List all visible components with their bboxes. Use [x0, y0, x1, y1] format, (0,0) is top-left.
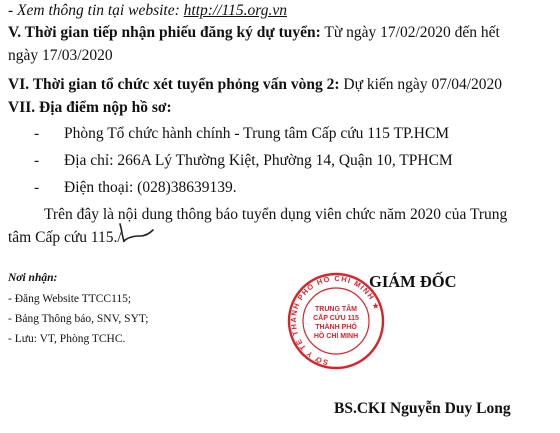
website-line — [8, 1, 287, 21]
list-bullet: - — [34, 179, 40, 196]
list-item — [34, 178, 237, 198]
list-bullet: - — [34, 152, 40, 169]
list-item-text: Phòng Tổ chức hành chính - Trung tâm Cấp cứu 115 TP.HCM — [64, 125, 450, 142]
recipient-item: - Đăng Website TTCC115; — [8, 293, 132, 305]
svg-text:TRUNG TÂM: TRUNG TÂM — [315, 306, 357, 313]
initial-signature — [116, 222, 156, 244]
official-seal-icon — [286, 271, 386, 375]
section-6-heading: VI. Thời gian tổ chức xét tuyển phỏng vấn vòng 2: — [8, 76, 340, 93]
website-prefix: - Xem thông tin tại website: — [8, 2, 184, 19]
list-item-text: Điện thoại: (028)38639139. — [64, 179, 237, 196]
list-item — [34, 124, 449, 144]
website-link[interactable]: http://115.org.vn — [183, 2, 287, 19]
svg-text:HỒ CHÍ MINH: HỒ CHÍ MINH — [313, 333, 359, 340]
recipients-title: Nơi nhận: — [8, 272, 58, 284]
section-6-text: Dự kiến ngày 07/04/2020 — [339, 76, 503, 93]
closing-line-1: Trên đây là nội dung thông báo tuyển dụng viên chức năm 2020 của Trung — [44, 206, 508, 223]
list-item-text: Địa chỉ: 266A Lý Thường Kiệt, Phường 14, Quận 10, TPHCM — [64, 152, 453, 169]
section-7-heading: VII. Địa điểm nộp hồ sơ: — [8, 99, 172, 116]
list-item — [34, 151, 453, 171]
recipient-item: - Bảng Thông báo, SNV, SYT; — [8, 313, 149, 325]
list-bullet: - — [34, 125, 40, 142]
signer-title: GIÁM ĐỐC — [369, 272, 457, 291]
section-5-line-2: ngày 17/03/2020 — [8, 47, 113, 64]
svg-text:SỞ Y TẾ THÀNH PHỐ HỒ CHÍ MINH: SỞ Y TẾ THÀNH PHỐ HỒ CHÍ MINH ★ — [288, 273, 382, 368]
section-5-text-1: Từ ngày 17/02/2020 đến hết — [320, 24, 500, 41]
section-5-heading: V. Thời gian tiếp nhận phiếu đăng ký dự tuyển: — [8, 24, 321, 41]
section-6-line — [8, 75, 502, 95]
svg-text:CẤP CỨU 115: CẤP CỨU 115 — [313, 315, 359, 322]
closing-line-2: tâm Cấp cứu 115./. — [8, 229, 126, 246]
section-5-line-1 — [8, 23, 500, 43]
svg-text:THÀNH PHỐ: THÀNH PHỐ — [315, 324, 357, 331]
recipient-item: - Lưu: VT, Phòng TCHC. — [8, 333, 126, 345]
signer-name: BS.CKI Nguyễn Duy Long — [334, 400, 511, 417]
